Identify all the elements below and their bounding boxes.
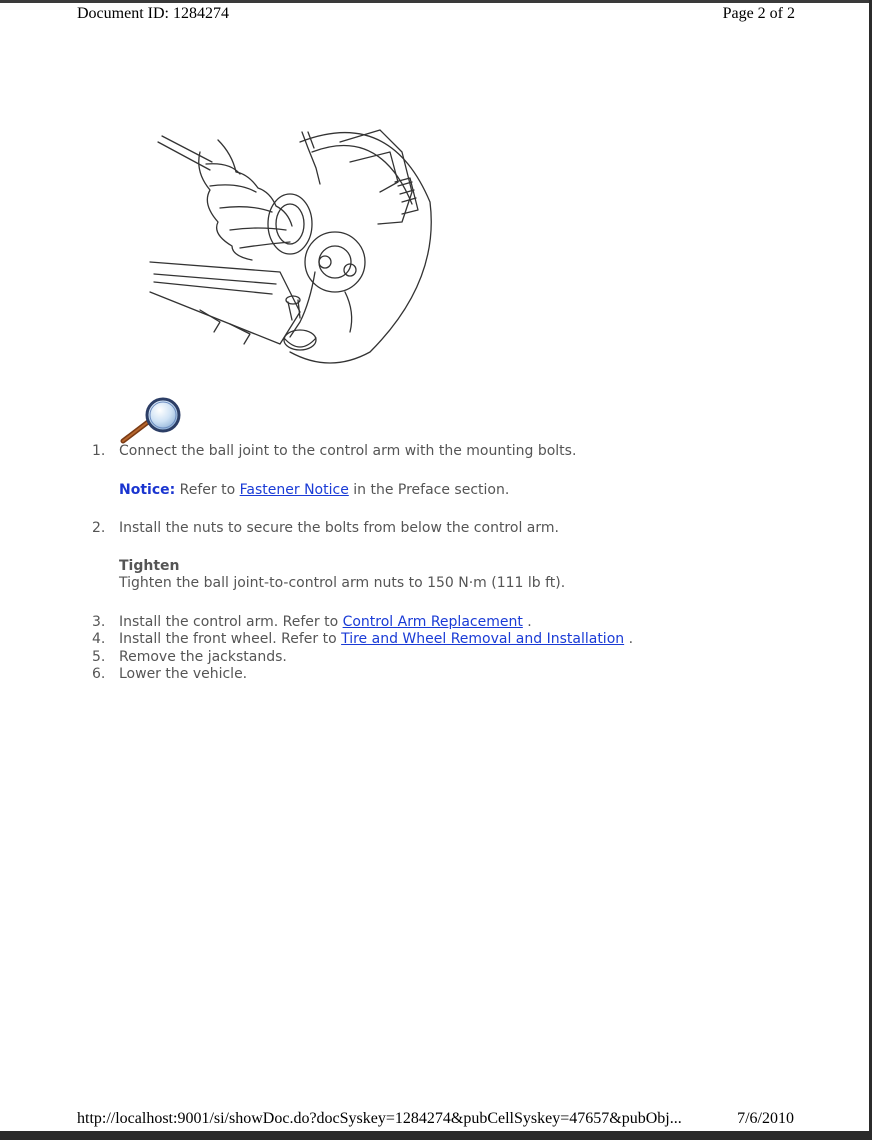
step-number: 3.	[92, 613, 106, 630]
step-text: Remove the jackstands.	[119, 648, 287, 665]
notice-text-after: in the Preface section.	[348, 481, 510, 498]
procedure-content	[92, 443, 792, 684]
page-number: Page 2 of 2	[722, 5, 795, 22]
step-4: 4. Install the front wheel. Refer to Tire and Wheel Removal and Installation .	[92, 631, 634, 647]
footer-date: 7/6/2010	[737, 1110, 794, 1127]
fastener-notice-link[interactable]: Fastener Notice	[239, 481, 349, 498]
magnifier-icon	[118, 396, 188, 446]
step-5	[92, 649, 792, 667]
step-1	[92, 443, 792, 461]
ball-joint-illustration	[140, 112, 450, 367]
step-text: Lower the vehicle.	[119, 666, 248, 682]
footer-url: http://localhost:9001/si/showDoc.do?docSyskey=1284274&pubCellSyskey=47657&pubObj...	[77, 1110, 682, 1127]
step-number: 1.	[92, 443, 106, 459]
document-id: Document ID: 1284274	[77, 5, 229, 22]
tighten-block	[119, 558, 792, 593]
tire-wheel-removal-link[interactable]: Tire and Wheel Removal and Installation	[341, 631, 625, 647]
step-2	[92, 520, 792, 538]
tighten-text: Tighten the ball joint-to-control arm nuts to 150 N·m (111 lb ft).	[119, 575, 566, 591]
control-arm-replacement-link[interactable]: Control Arm Replacement	[342, 613, 523, 630]
step-text: Install the front wheel. Refer to	[119, 631, 342, 647]
step-number: 6.	[92, 666, 106, 682]
step-text: Install the control arm. Refer to	[119, 613, 343, 630]
step-number: 5.	[92, 648, 106, 665]
page-top-edge	[0, 0, 872, 3]
step-3: 3. Install the control arm. Refer to Control Arm Replacement .	[92, 613, 532, 630]
step-text: Install the nuts to secure the bolts from below the control arm.	[119, 520, 559, 536]
step-text: Connect the ball joint to the control arm with the mounting bolts.	[119, 443, 577, 459]
tighten-label: Tighten	[119, 557, 180, 574]
notice-label: Notice:	[119, 481, 176, 498]
page-bottom-edge	[0, 1131, 872, 1140]
notice-block	[119, 482, 792, 500]
step-6	[92, 666, 792, 684]
notice-text-before: Refer to	[175, 481, 240, 498]
step-number: 4.	[92, 631, 106, 647]
step-number: 2.	[92, 520, 106, 536]
